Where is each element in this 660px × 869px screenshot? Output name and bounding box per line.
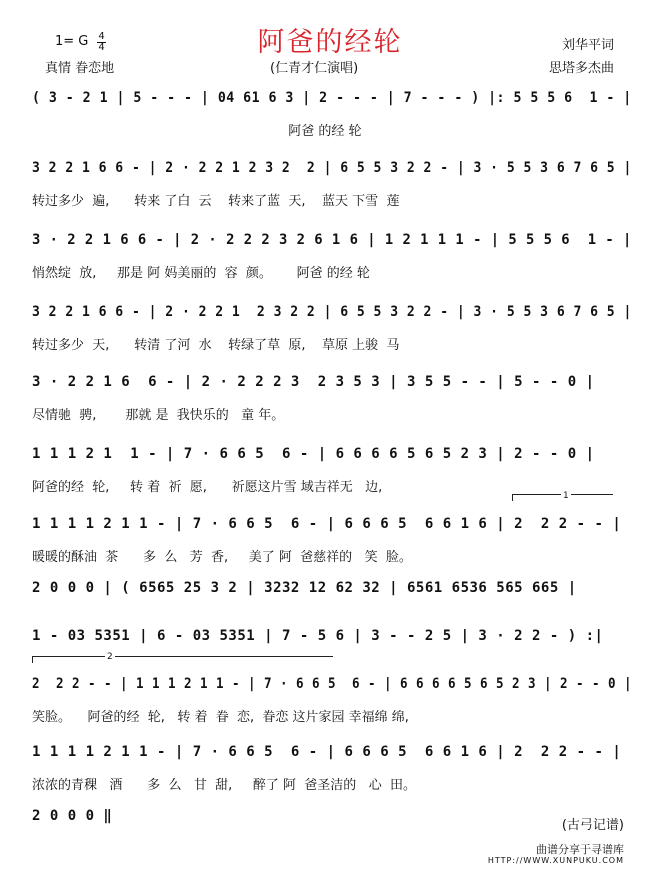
- staff-notes: 1 1 1 1 2 1 1 - | 7 · 6 6 5 6 - | 6 6 6 5 6 6 1 6 | 2 2 2 - - |: [32, 516, 622, 532]
- song-title: 阿爸的经轮: [257, 27, 403, 58]
- staff-notes: 3 2 2 1 6 6 - | 2 · 2 2 1 2 3 2 2 | 6 5 5 3 2 2 - | 3 · 5 5 3 6 7 6 5 |: [32, 160, 632, 176]
- recorder-credit: (古弓记谱): [561, 818, 624, 833]
- volta-2-bracket: [32, 652, 333, 663]
- share-note: 曲谱分享于寻谱库: [536, 843, 624, 856]
- staff-notes: 2 2 2 - - | 1 1 1 2 1 1 - | 7 · 6 6 5 6 - | 6 6 6 6 5 6 5 2 3 | 2 - - 0 |: [32, 676, 633, 692]
- volta-1-bracket: [512, 491, 613, 501]
- staff-notes: 1 - 03 5351 | 6 - 03 5351 | 7 - 5 6 | 3 - - 2 5 | 3 · 2 2 - ) :|: [32, 628, 604, 644]
- volta-1-label: 1: [563, 491, 569, 501]
- staff-notes: 1 1 1 2 1 1 - | 7 · 6 6 5 6 - | 6 6 6 6 5 6 5 2 3 | 2 - - 0 |: [32, 446, 595, 462]
- staff-lyrics: 浓浓的青稞 酒 多 么 甘 甜, 醉了 阿 爸圣洁的 心 田。: [32, 778, 416, 793]
- staff-lyrics: 暖暖的酥油 茶 多 么 芳 香, 美了 阿 爸慈祥的 笑 脸。: [32, 550, 412, 565]
- staff-lyrics: 笑脸。 阿爸的经 轮, 转 着 眷 恋, 眷恋 这片家园 幸福绵 绵,: [32, 710, 409, 725]
- staff-lyrics: 阿爸 的经 轮: [32, 124, 362, 139]
- staff-lyrics: 尽情驰 骋, 那就 是 我快乐的 童 年。: [32, 408, 285, 423]
- staff-notes: 3 2 2 1 6 6 - | 2 · 2 2 1 2 3 2 2 | 6 5 5 3 2 2 - | 3 · 5 5 3 6 7 6 5 |: [32, 304, 632, 320]
- staff-lyrics: 阿爸的经 轮, 转 着 祈 愿, 祈愿这片雪 域吉祥无 边,: [32, 480, 383, 495]
- composer-credit: 思塔多杰曲: [548, 61, 614, 76]
- singer-credit: (仁青才仁演唱): [270, 61, 359, 76]
- staff-notes: ( 3 - 2 1 | 5 - - - | 04 61 6 3 | 2 - - - | 7 - - - ) |: 5 5 5 6 1 - |: [32, 90, 632, 106]
- staff-notes: 3 · 2 2 1 6 6 - | 2 · 2 2 2 3 2 3 5 3 | 3 5 5 - - | 5 - - 0 |: [32, 374, 595, 390]
- staff-lyrics: 转过多少 天, 转清 了河 水 转绿了草 原, 草原 上骏 马: [32, 338, 400, 353]
- staff-notes: 3 · 2 2 1 6 6 - | 2 · 2 2 2 3 2 6 1 6 | 1 2 1 1 1 - | 5 5 5 6 1 - |: [32, 232, 632, 248]
- site-url: HTTP://WWW.XUNPUKU.COM: [487, 856, 624, 865]
- staff-lyrics: 悄然绽 放, 那是 阿 妈美丽的 容 颜。 阿爸 的经 轮: [32, 266, 370, 281]
- key-signature: 1= G: [55, 34, 89, 49]
- staff-lyrics: 转过多少 遍, 转来 了白 云 转来了蓝 天, 蓝天 下雪 莲: [32, 194, 400, 209]
- lyricist-credit: 刘华平词: [561, 38, 614, 53]
- staff-notes: 2 0 0 0 ‖: [32, 808, 113, 824]
- volta-2-label: 2: [107, 652, 113, 662]
- staff-notes: 2 0 0 0 | ( 6565 25 3 2 | 3232 12 62 32 | 6561 6536 565 665 |: [32, 580, 577, 596]
- time-signature: 4 4: [98, 31, 105, 53]
- staff-notes: 1 1 1 1 2 1 1 - | 7 · 6 6 5 6 - | 6 6 6 5 6 6 1 6 | 2 2 2 - - |: [32, 744, 622, 760]
- tempo-marking: 真情 眷恋地: [45, 61, 115, 76]
